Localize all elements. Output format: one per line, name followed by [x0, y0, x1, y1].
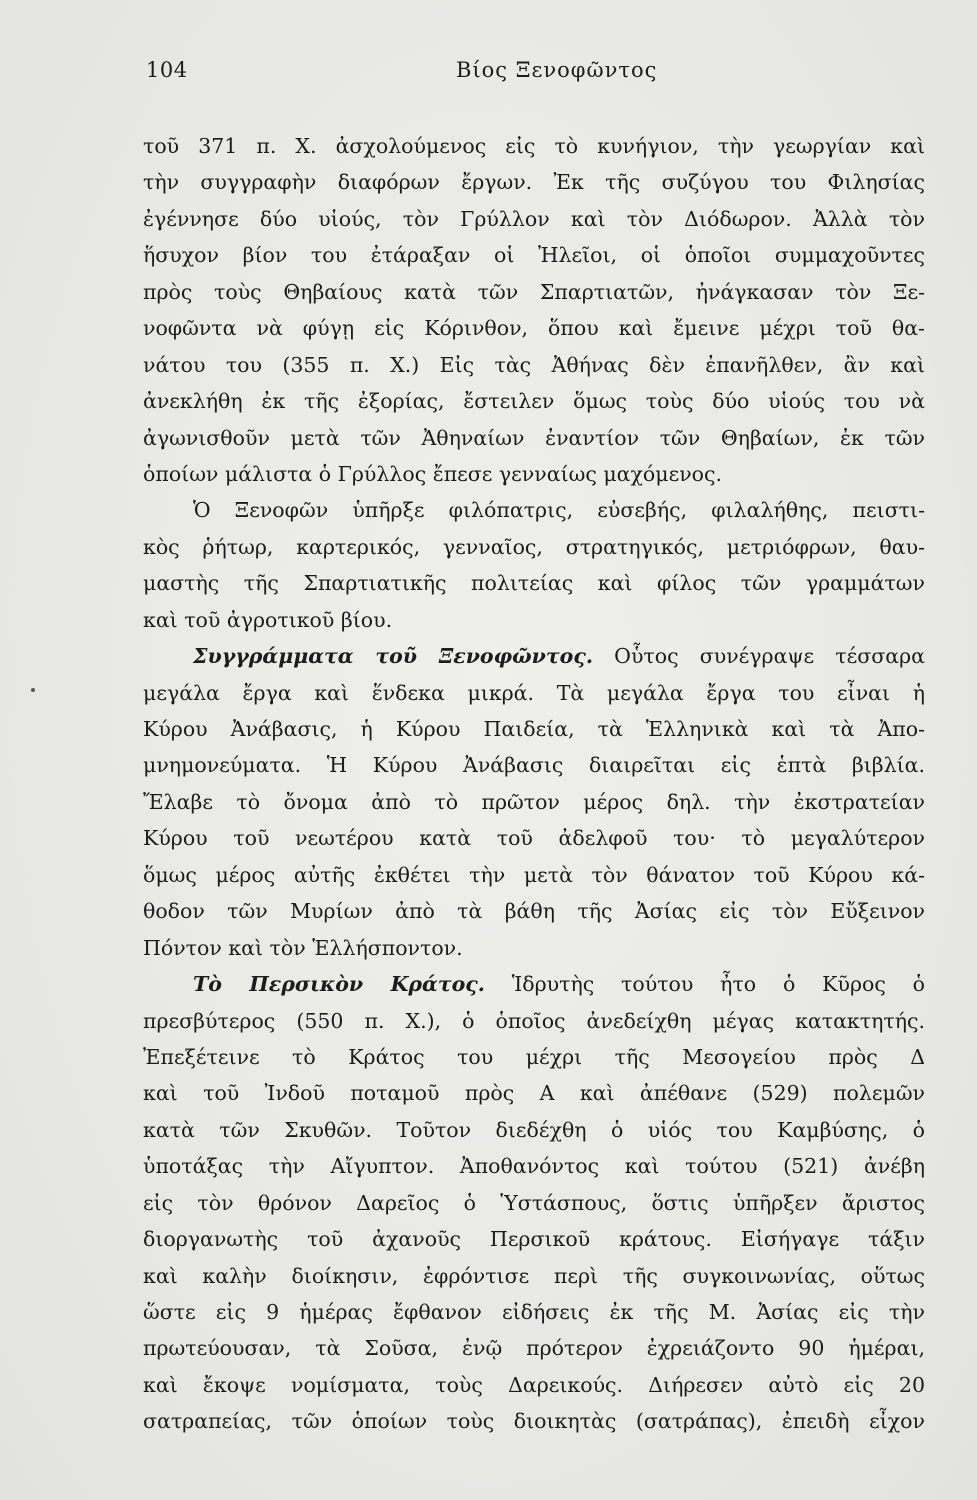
text-line: εἰς τὸν θρόνον Δαρεῖος ὁ Ὑστάσπους, ὅστις ὑπῆρξεν ἄριστος — [143, 1190, 925, 1215]
text-line: ἀνεκλήθη ἐκ τῆς ἐξορίας, ἔστειλεν ὅμως τοὺς δύο υἱούς του νὰ — [143, 389, 925, 414]
section-heading: Συγγράμματα τοῦ Ξενοφῶντος. — [193, 644, 593, 669]
text-line: ὥστε εἰς 9 ἡμέρας ἔφθανον εἰδήσεις ἐκ τῆς Μ. Ἀσίας εἰς τὴν — [143, 1300, 925, 1324]
text-line: μνημονεύματα. Ἡ Κύρου Ἀνάβασις διαιρεῖται εἰς ἑπτὰ βιβλία. — [143, 753, 925, 778]
text-line: κατὰ τῶν Σκυθῶν. Τοῦτον διεδέχθη ὁ υἱός του Καμβύσης, ὁ — [143, 1117, 925, 1142]
section-first-line-text: Οὗτος συνέγραψε τέσσαρα — [592, 644, 925, 669]
text-line: μεγάλα ἔργα καὶ ἕνδεκα μικρά. Τὰ μεγάλα ἔργα του εἶναι ἡ — [143, 680, 925, 705]
text-line: Ἐπεξέτεινε τὸ Κράτος του μέχρι τῆς Μεσογείου πρὸς Δ — [143, 1044, 925, 1069]
text-line: ὑποτάξας τὴν Αἴγυπτον. Ἀποθανόντος καὶ τούτου (521) ἀνέβη — [143, 1154, 925, 1179]
text-line: ὅμως μέρος αὐτῆς ἐκθέτει τὴν μετὰ τὸν θάνατον τοῦ Κύρου κά- — [143, 862, 925, 887]
text-line: διοργανωτὴς τοῦ ἀχανοῦς Περσικοῦ κράτους. Εἰσήγαγε τάξιν — [143, 1227, 925, 1252]
text-line: Πόντον καὶ τὸν Ἑλλήσποντον. — [143, 935, 463, 960]
text-line: ἥσυχον βίον του ἐτάραξαν οἱ Ἠλεῖοι, οἱ ὁποῖοι συμμαχοῦντες — [143, 243, 925, 268]
text-line: πρωτεύουσαν, τὰ Σοῦσα, ἐνῷ πρότερον ἐχρειάζοντο 90 ἡμέραι, — [143, 1336, 925, 1361]
text-line: καὶ τοῦ Ἰνδοῦ ποταμοῦ πρὸς Α καὶ ἀπέθανε (529) πολεμῶν — [143, 1081, 925, 1106]
text-line: καὶ τοῦ ἀγροτικοῦ βίου. — [143, 607, 393, 632]
text-line: Κύρου τοῦ νεωτέρου κατὰ τοῦ ἀδελφοῦ του· τὸ μεγαλύτερον — [143, 826, 925, 851]
text-line: τὴν συγγραφὴν διαφόρων ἔργων. Ἐκ τῆς συζύγου του Φιλησίας — [143, 170, 925, 195]
text-line: καὶ ἔκοψε νομίσματα, τοὺς Δαρεικούς. Διήρεσεν αὐτὸ εἰς 20 — [143, 1372, 925, 1397]
text-line: πρεσβύτερος (550 π. Χ.), ὁ ὁποῖος ἀνεδείχθη μέγας κατακτητής. — [143, 1008, 925, 1033]
text-line: μαστὴς τῆς Σπαρτιατικῆς πολιτείας καὶ φίλος τῶν γραμμάτων — [143, 571, 925, 596]
page-number: 104 — [146, 58, 188, 82]
section-heading: Τὸ Περσικὸν Κράτος. — [193, 972, 485, 997]
text-line: Κύρου Ἀνάβασις, ἡ Κύρου Παιδεία, τὰ Ἑλληνικὰ καὶ τὰ Ἀπο- — [143, 717, 925, 741]
section-first-line — [143, 966, 925, 1002]
section-first-line — [143, 638, 925, 674]
text-line: ὁποίων μάλιστα ὁ Γρύλλος ἔπεσε γενναίως μαχόμενος. — [143, 461, 722, 486]
margin-speck — [31, 688, 35, 692]
page-header — [146, 58, 926, 92]
running-title: Βίος Ξενοφῶντος — [456, 58, 658, 82]
text-line: νοφῶντα νὰ φύγῃ εἰς Κόρινθον, ὅπου καὶ ἔμεινε μέχρι τοῦ θα- — [143, 316, 925, 341]
text-line: καὶ καλὴν διοίκησιν, ἐφρόντισε περὶ τῆς συγκοινωνίας, οὕτως — [143, 1263, 925, 1288]
text-line: Ὁ Ξενοφῶν ὑπῆρξε φιλόπατρις, εὐσεβής, φιλαλήθης, πειστι- — [193, 498, 925, 523]
text-line: κὸς ῥήτωρ, καρτερικός, γενναῖος, στρατηγικός, μετριόφρων, θαυ- — [143, 534, 925, 559]
text-line: πρὸς τοὺς Θηβαίους κατὰ τῶν Σπαρτιατῶν, ἠνάγκασαν τὸν Ξε- — [143, 279, 925, 304]
body-text — [143, 128, 925, 1440]
text-line: θοδον τῶν Μυρίων ἀπὸ τὰ βάθη τῆς Ἀσίας εἰς τὸν Εὔξεινον — [143, 899, 925, 924]
text-line: νάτου του (355 π. Χ.) Εἰς τὰς Ἀθήνας δὲν ἐπανῆλθεν, ἂν καὶ — [143, 352, 925, 377]
text-line: Ἔλαβε τὸ ὄνομα ἀπὸ τὸ πρῶτον μέρος δηλ. τὴν ἐκστρατείαν — [143, 789, 925, 814]
text-line: σατραπείας, τῶν ὁποίων τοὺς διοικητὰς (σατράπας), ἐπειδὴ εἶχον — [143, 1409, 925, 1434]
text-line: ἀγωνισθοῦν μετὰ τῶν Ἀθηναίων ἐναντίον τῶν Θηβαίων, ἐκ τῶν — [143, 425, 925, 450]
text-line: ἐγέννησε δύο υἱούς, τὸν Γρύλλον καὶ τὸν Διόδωρον. Ἀλλὰ τὸν — [143, 206, 925, 231]
section-first-line-text: Ἱδρυτὴς τούτου ἦτο ὁ Κῦρος ὁ — [484, 972, 925, 997]
text-line: τοῦ 371 π. Χ. ἀσχολούμενος εἰς τὸ κυνήγιον, τὴν γεωργίαν καὶ — [143, 134, 925, 158]
